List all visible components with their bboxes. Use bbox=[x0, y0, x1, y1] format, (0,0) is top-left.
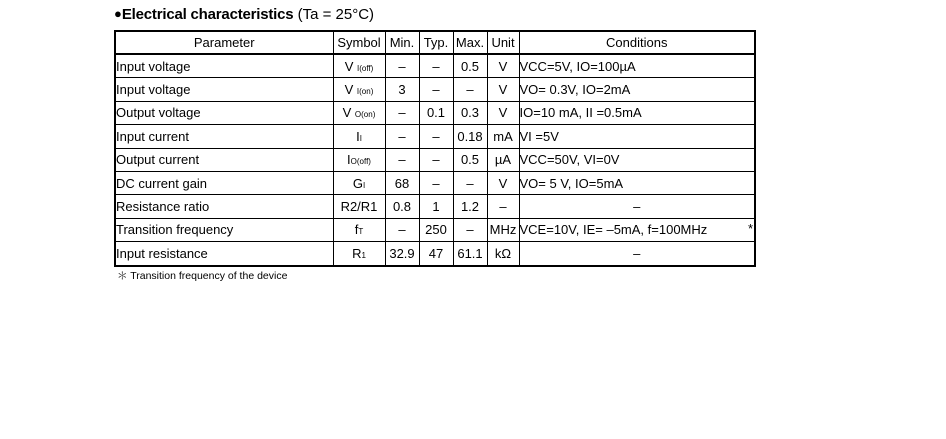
asterisk-mark: * bbox=[747, 220, 753, 236]
max-cell: 0.5 bbox=[453, 148, 487, 171]
table-row bbox=[115, 148, 755, 171]
symbol-cell bbox=[333, 125, 385, 148]
symbol-subscript: O(off) bbox=[350, 157, 371, 167]
typ-cell: 1 bbox=[419, 195, 453, 218]
max-cell: – bbox=[453, 171, 487, 194]
min-cell: 32.9 bbox=[385, 242, 419, 266]
table-body bbox=[115, 54, 755, 266]
symbol-subscript: T bbox=[358, 227, 364, 237]
symbol-main: I bbox=[347, 152, 351, 168]
typ-cell: – bbox=[419, 125, 453, 148]
min-cell: 68 bbox=[385, 171, 419, 194]
table-header-row bbox=[115, 31, 755, 54]
header-max: Max. bbox=[453, 31, 487, 54]
table-row bbox=[115, 125, 755, 148]
symbol-cell bbox=[333, 218, 385, 241]
max-cell: 0.3 bbox=[453, 101, 487, 124]
conditions-cell bbox=[519, 78, 755, 101]
min-cell: 0.8 bbox=[385, 195, 419, 218]
conditions-cell bbox=[519, 54, 755, 78]
parameter-cell: Output current bbox=[115, 148, 333, 171]
conditions-cell bbox=[519, 242, 755, 266]
symbol-cell bbox=[333, 78, 385, 101]
conditions-cell bbox=[519, 218, 755, 241]
parameter-cell: Input voltage bbox=[115, 78, 333, 101]
electrical-characteristics-table bbox=[114, 30, 756, 267]
header-conditions: Conditions bbox=[519, 31, 755, 54]
conditions-text: – bbox=[633, 199, 641, 215]
footnote: ＊ Transition frequency of the device bbox=[117, 270, 288, 282]
conditions-text: VCE=10V, IE= –5mA, f=100MHz bbox=[519, 222, 708, 238]
typ-cell: – bbox=[419, 54, 453, 78]
table-row bbox=[115, 195, 755, 218]
table-row bbox=[115, 218, 755, 241]
parameter-cell: Transition frequency bbox=[115, 218, 333, 241]
symbol-cell bbox=[333, 101, 385, 124]
unit-cell: MHz bbox=[487, 218, 519, 241]
typ-cell: – bbox=[419, 78, 453, 101]
bullet-icon: ● bbox=[114, 6, 122, 21]
symbol-main: V bbox=[344, 82, 357, 98]
typ-cell: 47 bbox=[419, 242, 453, 266]
table-row bbox=[115, 242, 755, 266]
conditions-text: VCC=50V, VI=0V bbox=[519, 152, 620, 168]
symbol-subscript: I bbox=[362, 180, 366, 190]
header-parameter: Parameter bbox=[115, 31, 333, 54]
symbol-cell bbox=[333, 148, 385, 171]
conditions-cell bbox=[519, 171, 755, 194]
symbol-cell bbox=[333, 171, 385, 194]
conditions-text: IO=10 mA, II =0.5mA bbox=[519, 105, 642, 121]
conditions-cell bbox=[519, 195, 755, 218]
typ-cell: 250 bbox=[419, 218, 453, 241]
unit-cell: – bbox=[487, 195, 519, 218]
symbol-main: I bbox=[356, 128, 360, 144]
conditions-text: VI =5V bbox=[519, 128, 559, 144]
conditions-cell bbox=[519, 101, 755, 124]
symbol-main: f bbox=[354, 222, 359, 238]
conditions-text: – bbox=[633, 245, 641, 261]
unit-cell: µA bbox=[487, 148, 519, 171]
parameter-cell: Resistance ratio bbox=[115, 195, 333, 218]
header-unit: Unit bbox=[487, 31, 519, 54]
header-min: Min. bbox=[385, 31, 419, 54]
symbol-subscript: 1 bbox=[361, 250, 366, 260]
unit-cell: V bbox=[487, 171, 519, 194]
symbol-cell bbox=[333, 54, 385, 78]
conditions-text: VCC=5V, IO=100µA bbox=[519, 58, 636, 74]
symbol-subscript: O(on) bbox=[354, 110, 376, 120]
parameter-cell: Input resistance bbox=[115, 242, 333, 266]
table-row bbox=[115, 54, 755, 78]
max-cell: – bbox=[453, 78, 487, 101]
parameter-cell: Output voltage bbox=[115, 101, 333, 124]
ambient-condition: (Ta = 25°C) bbox=[293, 6, 375, 23]
parameter-cell: Input current bbox=[115, 125, 333, 148]
section-title: Electrical characteristics bbox=[121, 6, 294, 23]
unit-cell: kΩ bbox=[487, 242, 519, 266]
symbol-main: R2/R1 bbox=[340, 199, 378, 215]
parameter-cell: Input voltage bbox=[115, 54, 333, 78]
max-cell: 61.1 bbox=[453, 242, 487, 266]
conditions-text: VO= 5 V, IO=5mA bbox=[519, 175, 624, 191]
max-cell: – bbox=[453, 218, 487, 241]
symbol-cell bbox=[333, 242, 385, 266]
typ-cell: – bbox=[419, 171, 453, 194]
table-row bbox=[115, 78, 755, 101]
min-cell: – bbox=[385, 125, 419, 148]
symbol-main: V bbox=[344, 58, 357, 74]
conditions-text: VO= 0.3V, IO=2mA bbox=[519, 82, 631, 98]
header-symbol: Symbol bbox=[333, 31, 385, 54]
typ-cell: 0.1 bbox=[419, 101, 453, 124]
symbol-subscript: I bbox=[359, 133, 362, 143]
symbol-main: R bbox=[352, 245, 362, 261]
conditions-cell bbox=[519, 148, 755, 171]
min-cell: – bbox=[385, 148, 419, 171]
unit-cell: V bbox=[487, 78, 519, 101]
min-cell: – bbox=[385, 218, 419, 241]
min-cell: – bbox=[385, 54, 419, 78]
header-typ: Typ. bbox=[419, 31, 453, 54]
symbol-subscript: I(off) bbox=[356, 63, 374, 73]
max-cell: 0.5 bbox=[453, 54, 487, 78]
conditions-cell bbox=[519, 125, 755, 148]
unit-cell: V bbox=[487, 54, 519, 78]
max-cell: 0.18 bbox=[453, 125, 487, 148]
symbol-subscript: I(on) bbox=[356, 87, 374, 97]
symbol-main: V bbox=[342, 105, 355, 121]
symbol-cell bbox=[333, 195, 385, 218]
section-heading bbox=[114, 6, 374, 23]
unit-cell: V bbox=[487, 101, 519, 124]
unit-cell: mA bbox=[487, 125, 519, 148]
max-cell: 1.2 bbox=[453, 195, 487, 218]
min-cell: – bbox=[385, 101, 419, 124]
symbol-main: G bbox=[352, 175, 363, 191]
min-cell: 3 bbox=[385, 78, 419, 101]
table-row bbox=[115, 171, 755, 194]
typ-cell: – bbox=[419, 148, 453, 171]
parameter-cell: DC current gain bbox=[115, 171, 333, 194]
table-row bbox=[115, 101, 755, 124]
